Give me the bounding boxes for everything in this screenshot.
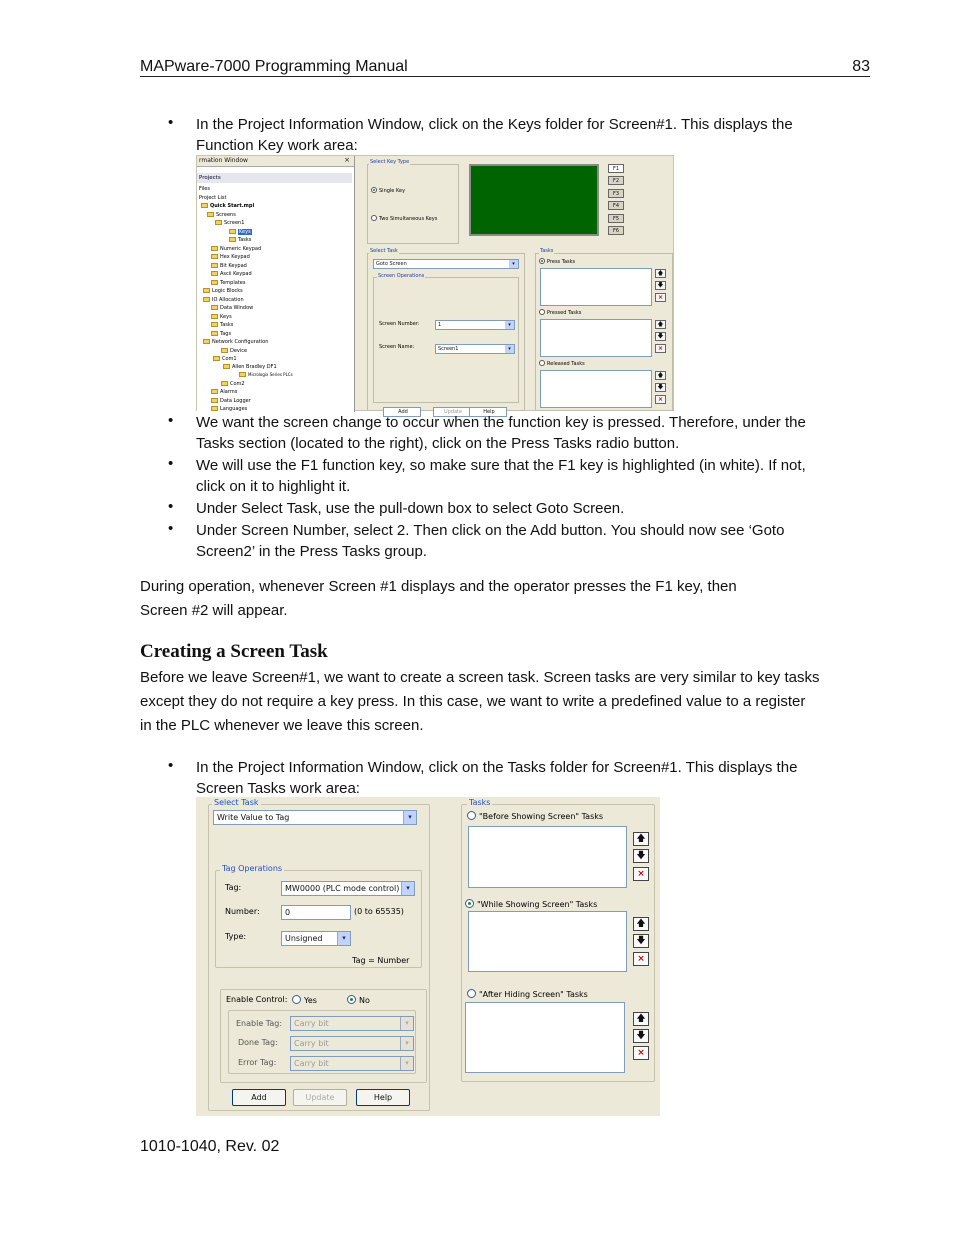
group-label: Select Task — [214, 798, 259, 807]
function-key-f1[interactable]: F1 — [608, 164, 624, 173]
yes-radio[interactable]: Yes — [292, 995, 317, 1005]
while-showing-list[interactable] — [468, 911, 627, 972]
screen-preview — [469, 164, 599, 236]
body-paragraph: During operation, whenever Screen #1 displays and the operator presses the F1 key, then Screen #2 will appear. — [140, 578, 737, 619]
enable-tag-label: Enable Tag: — [236, 1019, 283, 1028]
page-footer: 1010-1040, Rev. 02 — [140, 1138, 280, 1155]
delete-icon[interactable]: × — [655, 293, 666, 302]
project-information-window — [197, 156, 355, 412]
group-label: Tasks — [469, 798, 491, 807]
tree-item[interactable]: IO Allocation — [203, 296, 244, 304]
two-keys-radio[interactable]: Two Simultaneous Keys — [371, 215, 437, 222]
tree-item[interactable]: Micrologix Series PLCs — [239, 371, 293, 379]
number-input[interactable]: 0 — [281, 905, 351, 920]
tree-item-keys[interactable]: Keys — [229, 228, 252, 236]
function-key-f3[interactable]: F3 — [608, 189, 624, 198]
screen-name-select[interactable]: Screen1 ▾ — [435, 344, 515, 354]
help-button[interactable]: Help — [469, 407, 507, 417]
folder-icon — [221, 381, 228, 386]
press-tasks-radio[interactable]: Press Tasks — [539, 258, 575, 265]
pressed-tasks-radio[interactable]: Pressed Tasks — [539, 309, 581, 316]
folder-icon — [229, 229, 236, 234]
type-select[interactable]: Unsigned ▾ — [281, 931, 351, 946]
bullet-marker: • — [168, 498, 174, 515]
folder-icon — [211, 305, 218, 310]
while-showing-radio[interactable]: "While Showing Screen" Tasks — [465, 899, 597, 909]
folder-icon — [211, 254, 218, 259]
add-button[interactable]: Add — [232, 1089, 286, 1106]
released-tasks-list[interactable] — [540, 370, 652, 408]
screen-tasks-screenshot — [196, 797, 660, 1116]
group-label: Select Key Type — [370, 159, 410, 165]
bullet-marker: • — [168, 412, 174, 429]
tree-item[interactable]: Tasks — [211, 321, 233, 329]
move-down-icon[interactable]: 🡇 — [633, 1029, 649, 1043]
folder-icon — [211, 389, 218, 394]
function-key-f4[interactable]: F4 — [608, 201, 624, 210]
move-up-icon[interactable]: 🡅 — [655, 269, 666, 278]
folder-icon — [201, 203, 208, 208]
move-down-icon[interactable]: 🡇 — [633, 849, 649, 863]
delete-icon[interactable]: × — [633, 1046, 649, 1060]
folder-icon — [211, 331, 218, 336]
page-number: 83 — [852, 58, 870, 75]
group-label: Tasks — [540, 248, 554, 254]
bullet-marker: • — [168, 455, 174, 472]
tree-item[interactable]: Files — [199, 186, 210, 192]
tree-item[interactable]: Quick Start.mpl — [201, 202, 254, 210]
bullet-text: Under Select Task, use the pull-down box to select Goto Screen. — [196, 500, 625, 517]
tree-item[interactable]: Network Configuration — [203, 338, 268, 346]
delete-icon[interactable]: × — [633, 952, 649, 966]
tree-item[interactable]: Com1 — [213, 355, 237, 363]
chevron-down-icon: ▾ — [400, 1037, 413, 1050]
page-header — [140, 57, 870, 77]
tree-item[interactable]: Ascii Keypad — [211, 270, 252, 278]
update-button[interactable]: Update — [433, 407, 471, 417]
move-up-icon[interactable]: 🡅 — [655, 371, 666, 380]
tree-item[interactable]: Alarms — [211, 388, 237, 396]
folder-icon — [211, 263, 218, 268]
move-up-icon[interactable]: 🡅 — [633, 917, 649, 931]
tree-item[interactable]: Data Window — [211, 304, 253, 312]
tree-item[interactable]: Allen Bradley DF1 — [223, 363, 277, 371]
folder-icon — [213, 356, 220, 361]
move-down-icon[interactable]: 🡇 — [655, 383, 666, 392]
screen-operations-group — [373, 277, 519, 403]
function-key-screenshot — [196, 155, 674, 415]
function-key-f2[interactable]: F2 — [608, 176, 624, 185]
tree-item[interactable]: Tasks — [229, 236, 251, 244]
folder-icon — [203, 339, 210, 344]
tree-item[interactable]: Tags — [211, 330, 231, 338]
group-label: Screen Operations — [378, 273, 425, 279]
move-up-icon[interactable]: 🡅 — [633, 1012, 649, 1026]
enable-control-label: Enable Control: — [226, 995, 288, 1004]
released-tasks-radio[interactable]: Released Tasks — [539, 360, 585, 367]
after-hiding-radio[interactable]: "After Hiding Screen" Tasks — [467, 989, 588, 999]
move-down-icon[interactable]: 🡇 — [655, 332, 666, 341]
bullet-text: We want the screen change to occur when the function key is pressed. Therefore, under the Tasks section (located to the right), click on the Press Tasks radio button. — [196, 414, 806, 452]
before-showing-radio[interactable]: "Before Showing Screen" Tasks — [467, 811, 603, 821]
folder-icon — [239, 372, 246, 377]
update-button[interactable]: Update — [293, 1089, 347, 1106]
folder-icon — [211, 280, 218, 285]
error-tag-select[interactable]: Carry bit ▾ — [290, 1056, 414, 1071]
screen-number-label: Screen Number: — [379, 321, 420, 327]
chevron-down-icon: ▾ — [505, 321, 514, 329]
folder-icon — [211, 246, 218, 251]
close-icon[interactable]: × — [344, 156, 350, 164]
delete-icon[interactable]: × — [655, 395, 666, 404]
before-showing-list[interactable] — [468, 826, 627, 888]
projects-tab[interactable]: Projects — [197, 173, 352, 183]
bullet-text: In the Project Information Window, click on the Tasks folder for Screen#1. This displays the Screen Tasks work area: — [196, 759, 798, 797]
chevron-down-icon: ▾ — [337, 932, 350, 945]
tree-item[interactable]: Com2 — [221, 380, 245, 388]
folder-icon — [215, 220, 222, 225]
group-label: Select Task — [370, 248, 398, 254]
single-key-radio[interactable]: Single Key — [371, 187, 405, 194]
task-select[interactable]: Write Value to Tag ▾ — [213, 810, 417, 825]
tag-label: Tag: — [225, 883, 242, 892]
function-key-f5[interactable]: F5 — [608, 214, 624, 223]
folder-icon — [211, 322, 218, 327]
type-label: Type: — [225, 932, 247, 941]
bullet-marker: • — [168, 114, 174, 131]
tree-item[interactable]: Screen1 — [215, 219, 244, 227]
folder-icon — [203, 288, 210, 293]
no-radio[interactable]: No — [347, 995, 370, 1005]
chevron-down-icon: ▾ — [401, 882, 414, 895]
chevron-down-icon: ▾ — [400, 1017, 413, 1030]
folder-icon — [221, 348, 228, 353]
tree-item[interactable]: Numeric Keypad — [211, 245, 261, 253]
folder-icon — [211, 406, 218, 411]
bullet-text: Under Screen Number, select 2. Then click on the Add button. You should now see ‘Goto Screen2’ in the Press Tasks group. — [196, 522, 785, 560]
move-up-icon[interactable]: 🡅 — [633, 832, 649, 846]
folder-icon — [211, 314, 218, 319]
done-tag-label: Done Tag: — [238, 1038, 278, 1047]
chevron-down-icon: ▾ — [509, 260, 518, 268]
tree-item[interactable]: Data Logger — [211, 397, 251, 405]
delete-icon[interactable]: × — [655, 344, 666, 353]
bullet-text: In the Project Information Window, click on the Keys folder for Screen#1. This displays the Function Key work area: — [196, 116, 793, 154]
move-down-icon[interactable]: 🡇 — [655, 281, 666, 290]
done-tag-select[interactable]: Carry bit ▾ — [290, 1036, 414, 1051]
group-label: Tag Operations — [222, 864, 283, 873]
tree-item[interactable]: Project List — [199, 195, 227, 201]
tree-item[interactable]: Screens — [207, 211, 236, 219]
tag-formula: Tag = Number — [352, 956, 410, 965]
folder-icon — [223, 364, 230, 369]
folder-icon — [211, 398, 218, 403]
number-label: Number: — [225, 907, 260, 916]
screen-number-select[interactable]: 1 ▾ — [435, 320, 515, 330]
folder-icon — [229, 237, 236, 242]
bullet-text: We will use the F1 function key, so make sure that the F1 key is highlighted (in white). If not, click on it to highlight it. — [196, 457, 806, 495]
chevron-down-icon: ▾ — [505, 345, 514, 353]
delete-icon[interactable]: × — [633, 867, 649, 881]
help-button[interactable]: Help — [356, 1089, 410, 1106]
tree-item[interactable]: Keys — [211, 313, 232, 321]
folder-icon — [207, 212, 214, 217]
chevron-down-icon: ▾ — [400, 1057, 413, 1070]
press-tasks-list[interactable] — [540, 268, 652, 306]
tree-item[interactable]: Languages — [211, 405, 247, 413]
error-tag-label: Error Tag: — [238, 1058, 277, 1067]
manual-title: MAPware-7000 Programming Manual — [140, 58, 408, 75]
chevron-down-icon: ▾ — [403, 811, 416, 824]
move-up-icon[interactable]: 🡅 — [655, 320, 666, 329]
enable-tag-select[interactable]: Carry bit ▾ — [290, 1016, 414, 1031]
pressed-tasks-list[interactable] — [540, 319, 652, 357]
tree-item[interactable]: Bit Keypad — [211, 262, 247, 270]
function-key-f6[interactable]: F6 — [608, 226, 624, 235]
after-hiding-list[interactable] — [465, 1002, 625, 1073]
folder-icon — [211, 271, 218, 276]
number-range: (0 to 65535) — [354, 907, 404, 916]
body-paragraph: Before we leave Screen#1, we want to create a screen task. Screen tasks are very similar to key tasks except they do not require a key press. In this case, we want to write a predefined value to a register in the PLC whenever we leave this screen. — [140, 669, 820, 734]
bullet-marker: • — [168, 757, 174, 774]
screen-name-label: Screen Name: — [379, 344, 415, 350]
tree-item[interactable]: Templates — [211, 279, 245, 287]
section-heading: Creating a Screen Task — [140, 641, 328, 662]
tree-item[interactable]: Device — [221, 347, 247, 355]
select-key-type-group — [367, 164, 459, 244]
folder-icon — [203, 297, 210, 302]
tree-item[interactable]: Logic Blocks — [203, 287, 243, 295]
task-select[interactable]: Goto Screen ▾ — [373, 259, 519, 269]
tag-select[interactable]: MW0000 (PLC mode control) ▾ — [281, 881, 415, 896]
move-down-icon[interactable]: 🡇 — [633, 934, 649, 948]
tree-item[interactable]: Hex Keypad — [211, 253, 250, 261]
add-button[interactable]: Add — [383, 407, 421, 417]
window-title: rmation Window × — [197, 156, 354, 167]
bullet-marker: • — [168, 520, 174, 537]
